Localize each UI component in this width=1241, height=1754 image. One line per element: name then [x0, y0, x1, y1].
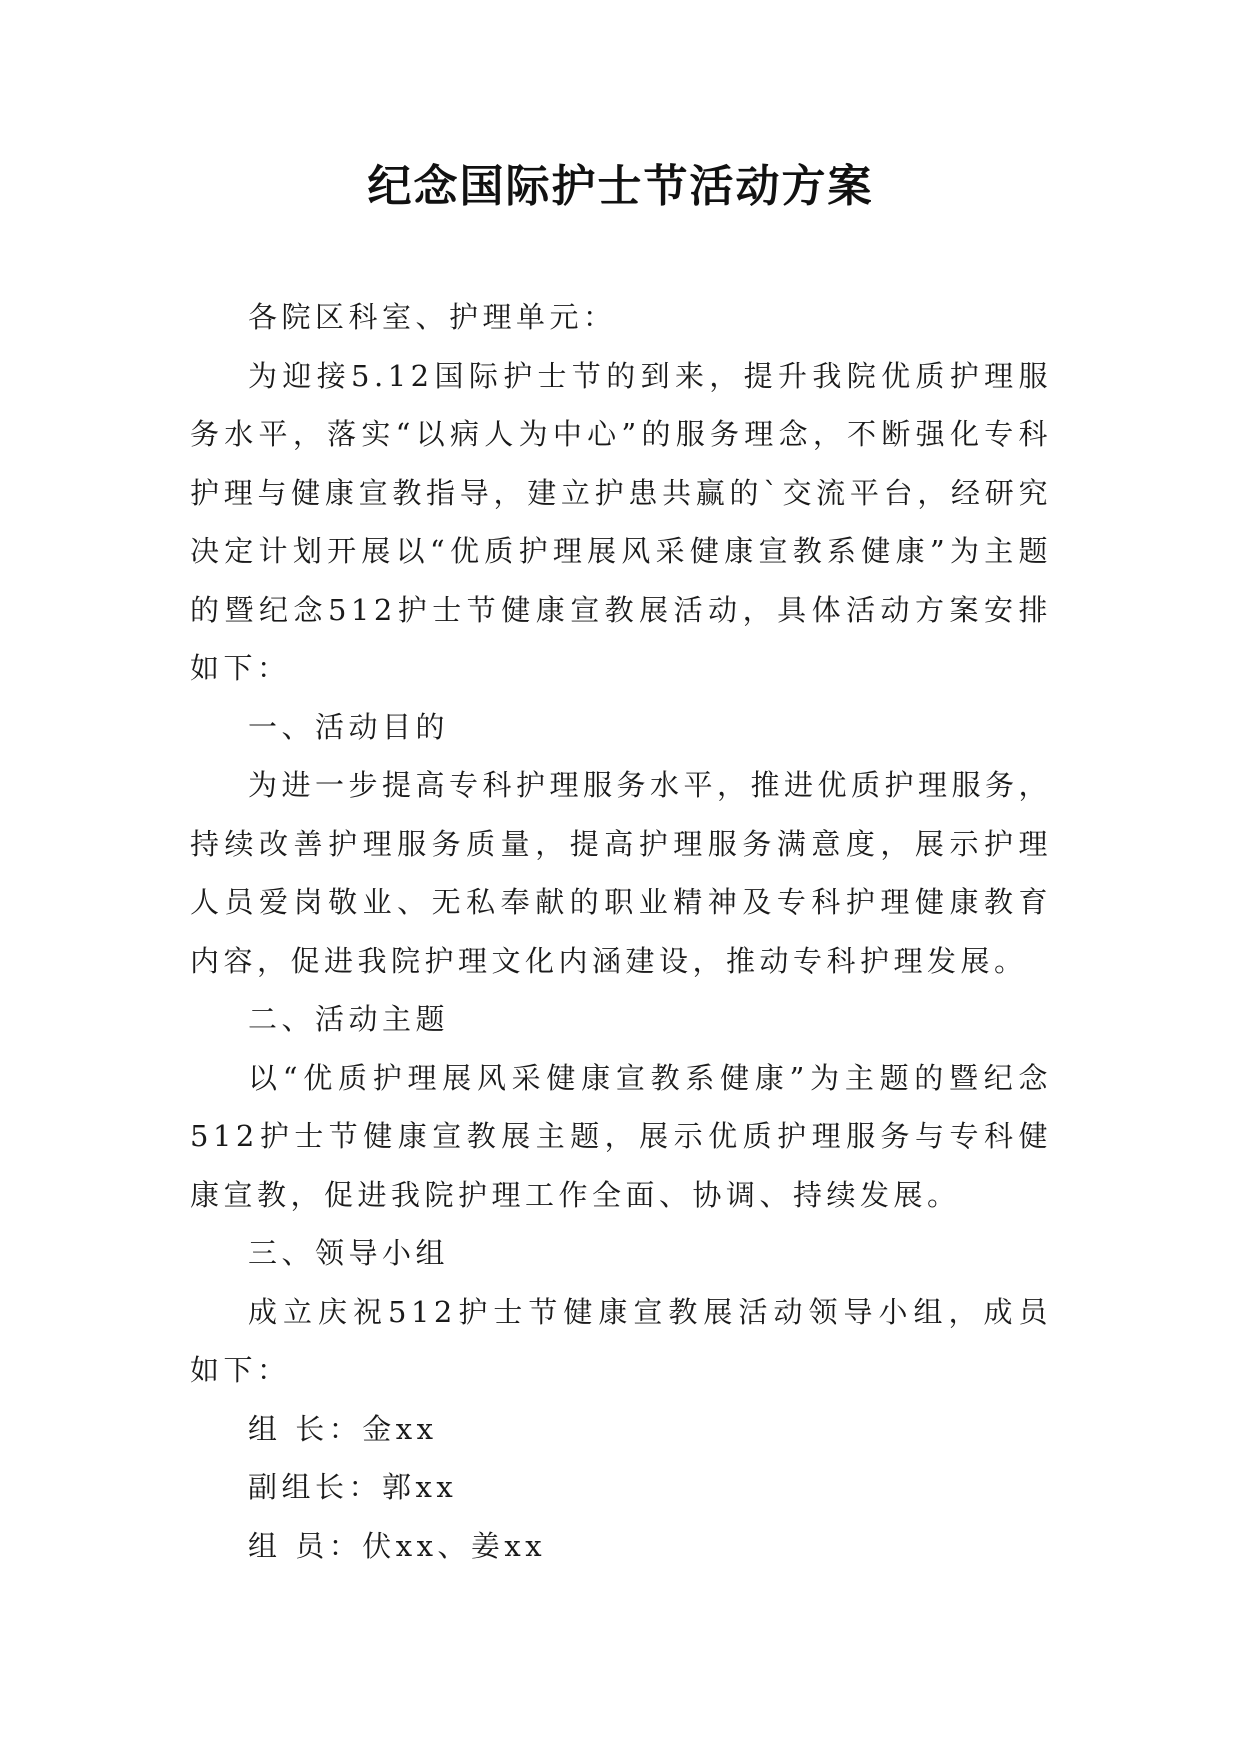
document-title: 纪念国际护士节活动方案: [367, 161, 874, 212]
document-body: [190, 288, 1052, 1575]
intro-paragraph: 为迎接5.12国际护士节的到来，提升我院优质护理服务水平，落实“以病人为中心”的服务理念，不断强化专科护理与健康宣教指导，建立护患共赢的`交流平台，经研究决定计划开展以“优质护理展风采健康宣教系健康”为主题的暨纪念512护士节健康宣教展活动，具体活动方案安排如下：: [190, 358, 1052, 685]
section-body-theme: 以“优质护理展风采健康宣教系健康”为主题的暨纪念512护士节健康宣教展主题，展示优质护理服务与专科健康宣教，促进我院护理工作全面、协调、持续发展。: [190, 1060, 1052, 1212]
salutation: 各院区科室、护理单元：: [248, 300, 617, 334]
section-heading-theme: 二、活动主题: [248, 1002, 450, 1036]
deputy-leader-line: 副组长：郭xx: [248, 1470, 458, 1504]
leader-line: 组 长：金xx: [248, 1411, 438, 1446]
members-line: 组 员：伏xx、姜xx: [248, 1528, 547, 1563]
section-body-leadership: 成立庆祝512护士节健康宣教展活动领导小组，成员如下：: [190, 1294, 1052, 1387]
section-heading-purpose: 一、活动目的: [248, 709, 450, 744]
section-heading-leadership: 三、领导小组: [248, 1236, 450, 1270]
section-body-purpose: 为进一步提高专科护理服务水平，推进优质护理服务，持续改善护理服务质量，提高护理服务满意度，展示护理人员爱岗敬业、无私奉献的职业精神及专科护理健康教育内容，促进我院护理文化内涵建设，推动专科护理发展。: [190, 768, 1053, 978]
